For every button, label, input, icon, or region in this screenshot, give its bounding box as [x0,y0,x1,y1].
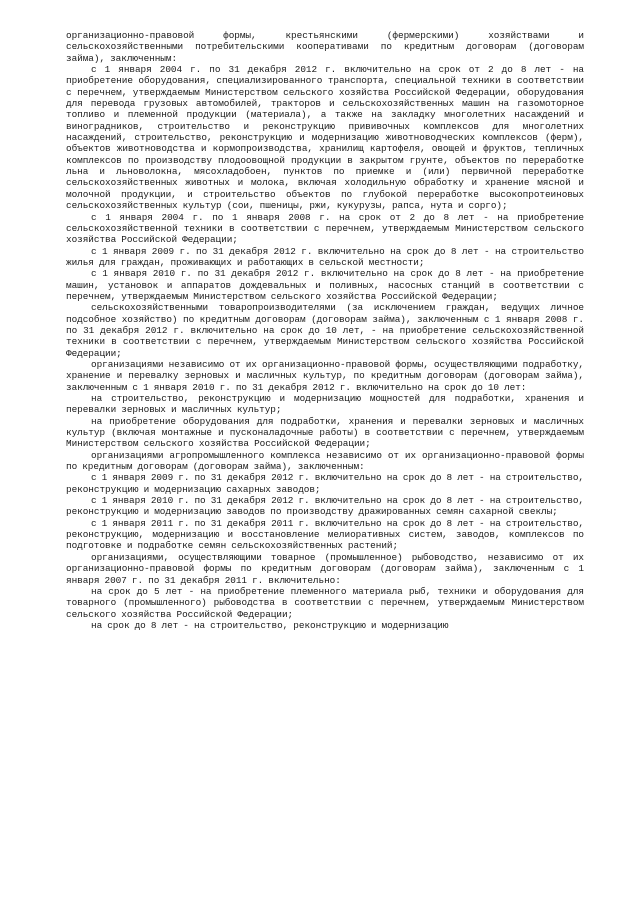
paragraph-4: с 1 января 2009 г. по 31 декабря 2012 г. включительно на срок до 8 лет - на строительство жилья для граждан, проживающих и работающих в сельской местности; [66,245,584,268]
paragraph-12: с 1 января 2010 г. по 31 декабря 2012 г. включительно на срок до 8 лет - на строительство, реконструкцию и модернизацию заводов по производству дражированных семян сахарной свеклы; [66,495,584,518]
paragraph-3: с 1 января 2004 г. по 1 января 2008 г. на срок от 2 до 8 лет - на приобретение сельскохозяйственной техники в соответствии с перечнем, утверждаемым Министерством сельского хозяйства Российской Федерации; [66,211,584,246]
paragraph-5: с 1 января 2010 г. по 31 декабря 2012 г. включительно на срок до 8 лет - на приобретение машин, установок и аппаратов дождевальных и поливных, насосных станций в соответствии с перечнем, утверждаемым Министерством сельского хозяйства Российской Федерации; [66,268,584,302]
paragraph-7: организациями независимо от их организационно-правовой формы, осуществляющими подработку, хранение и перевалку зерновых и масличных культур, по кредитным договорам (договорам займа), заключенным с 1 января 2010 г. по 31 декабря 2012 г. включительно на срок до 10 лет: [66,358,584,393]
paragraph-8: на строительство, реконструкцию и модернизацию мощностей для подработки, хранения и перевалки зерновых и масличных культур; [66,393,584,416]
paragraph-9: на приобретение оборудования для подработки, хранения и перевалки зерновых и масличных культур (включая монтажные и пусконаладочные работы) в соответствии с перечнем, утверждаемым Министерством сельского хозяйства Российской Федерации; [66,415,584,450]
paragraph-16: на срок до 8 лет - на строительство, реконструкцию и модернизацию [91,619,449,631]
paragraph-10: организациями агропромышленного комплекса независимо от их организационно-правовой формы по кредитным договорам (договорам займа), заключенным: [66,449,584,473]
paragraph-6: сельскохозяйственными товаропроизводителями (за исключением граждан, ведущих личное подсобное хозяйство) по кредитным договорам (договорам займа), заключенным с 1 января 2008 г. по 31 декабря 2012 г. включительно на срок до 10 лет, - на приобретение сельскохозяйственной техники в соответствии с перечнем, утверждаемым Министерством сельского хозяйства Российской Федерации; [66,302,584,359]
paragraph-1: организационно-правовой формы, крестьянскими (фермерскими) хозяйствами и сельскохозяйственными потребительскими кооперативами по кредитным договорам (договорам займа), заключенным: [66,30,584,64]
paragraph-13: с 1 января 2011 г. по 31 декабря 2011 г. включительно на срок до 8 лет - на строительство, реконструкцию, модернизацию и восстановление мелиоративных систем, заводов, комплексов по подготовке и подработке семян сельскохозяйственных растений; [66,517,584,552]
paragraph-11: с 1 января 2009 г. по 31 декабря 2012 г. включительно на срок до 8 лет - на строительство, реконструкцию и модернизацию сахарных заводов; [66,472,584,495]
paragraph-15: на срок до 5 лет - на приобретение племенного материала рыб, техники и оборудования для товарного (промышленного) рыбоводства в соответствии с перечнем, утверждаемым Министерством сельского хозяйства Российской Федерации; [66,585,584,620]
paragraph-14: организациями, осуществляющими товарное (промышленное) рыбоводство, независимо от их организационно-правовой формы по кредитным договорам (договорам займа), заключенным с 1 января 2007 г. по 31 декабря 2011 г. включительно: [66,551,584,586]
paragraph-2: с 1 января 2004 г. по 31 декабря 2012 г. включительно на срок от 2 до 8 лет - на приобретение оборудования, специализированного транспорта, специальной техники в соответствии с перечнем, утверждаемым Министерством сельского хозяйства Российской Федерации, оборудования для перевода грузовых автомобилей, тракторов и сельскохозяйственных машин на газомоторное топливо и племенной продукции (материала), а также на закладку многолетних насаждений и виноградников, строительство и реконструкцию прививочных комплексов для многолетних насаждений, строительство, реконструкцию и модернизацию животноводческих комплексов (ферм), объектов животноводства и кормопроизводства, хранилищ картофеля, овощей и фруктов, тепличных комплексов по производству плодоовощной продукции в закрытом грунте, объектов по переработке льна и льноволокна, мясохладобоен, пунктов по приемке и (или) первичной переработке сельскохозяйственных животных и молока, включая холодильную обработку и хранение мясной и молочной продукции, и строительство объектов по глубокой переработке высокопротеиновых сельскохозяйственных культур (сои, пшеницы, ржи, кукурузы, рапса, нута и сорго); [66,64,584,212]
